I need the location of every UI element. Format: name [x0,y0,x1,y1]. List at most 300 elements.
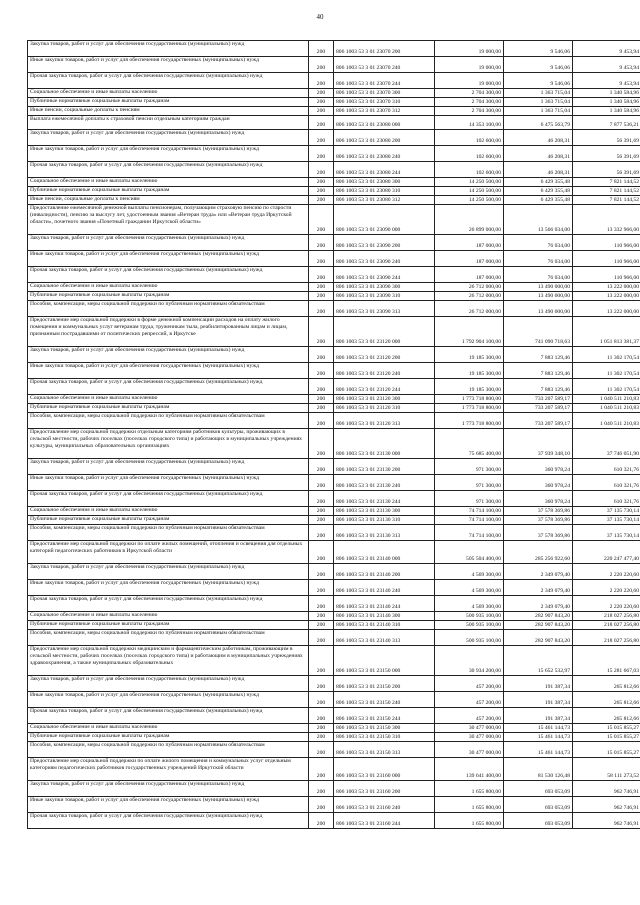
row-admin-code-cell: 200 [309,196,334,205]
row-classification-code-cell: 806 1003 53 3 01 23070 200 [334,41,435,57]
row-approved-amount-cell: 19 185 300,00 [435,347,504,363]
row-unexecuted-amount-cell: 962 746,91 [573,797,640,813]
row-classification-code-cell: 806 1003 53 3 01 23150 240 [334,692,435,708]
row-unexecuted-amount-cell: 56 391,69 [573,146,640,162]
row-name-cell: Пособия, компенсации, меры социальной поддержки по публичным нормативным обязательствам [28,742,309,758]
row-executed-amount-cell: 2 349 079,40 [504,580,573,596]
row-executed-amount-cell: 9 546,06 [504,41,573,57]
row-executed-amount-cell: 15 652 532,97 [504,646,573,676]
table-row [28,146,640,162]
row-unexecuted-amount-cell: 58 111 273,52 [573,758,640,781]
row-unexecuted-amount-cell: 1 340 584,96 [573,89,640,98]
row-classification-code-cell: 806 1003 53 3 01 23090 244 [334,267,435,283]
row-executed-amount-cell: 13 566 034,00 [504,205,573,235]
row-executed-amount-cell: 76 034,00 [504,235,573,251]
row-unexecuted-amount-cell: 218 027 256,80 [573,621,640,630]
row-admin-code-cell: 200 [309,178,334,187]
row-approved-amount-cell: 971 300,00 [435,475,504,491]
row-approved-amount-cell: 187 000,00 [435,251,504,267]
row-name-cell: Социальное обеспечение и иные выплаты населению [28,395,309,404]
row-admin-code-cell: 200 [309,404,334,413]
row-name-cell: Иные закупки товаров, работ и услуг для обеспечения государственных (муниципальных) нужд [28,475,309,491]
row-name-cell: Предоставление ежемесячной денежной выплаты пенсионерам, получающим страховую пенсию по старости (инвалидности), пенсию за выслугу лет, удостоенным звания «Ветеран труда» или «Ветеран труда Иркутской области», почетного звания «Почетный гражданин Иркутской области» [28,205,309,235]
table-row [28,395,640,404]
row-unexecuted-amount-cell: 110 966,00 [573,267,640,283]
row-executed-amount-cell: 2 349 079,40 [504,564,573,580]
row-name-cell: Иные закупки товаров, работ и услуг для обеспечения государственных (муниципальных) нужд [28,251,309,267]
row-name-cell: Публичные нормативные социальные выплаты гражданам [28,98,309,107]
row-executed-amount-cell: 360 978,24 [504,475,573,491]
row-executed-amount-cell: 7 883 129,46 [504,347,573,363]
row-executed-amount-cell: 693 053,09 [504,813,573,829]
row-approved-amount-cell: 74 714 100,00 [435,525,504,541]
table-row [28,676,640,692]
row-approved-amount-cell: 4 569 300,00 [435,564,504,580]
row-approved-amount-cell: 1 792 904 100,00 [435,317,504,347]
row-unexecuted-amount-cell: 1 340 584,96 [573,98,640,107]
row-executed-amount-cell: 9 546,06 [504,73,573,89]
row-approved-amount-cell: 457 200,00 [435,692,504,708]
table-row [28,564,640,580]
row-admin-code-cell: 200 [309,491,334,507]
row-name-cell: Прочая закупка товаров, работ и услуг для обеспечения государственных (муниципальных) нужд [28,813,309,829]
row-unexecuted-amount-cell: 2 220 220,60 [573,596,640,612]
row-classification-code-cell: 806 1003 53 3 01 23090 000 [334,205,435,235]
table-row [28,491,640,507]
row-classification-code-cell: 806 1003 53 3 01 23070 244 [334,73,435,89]
row-name-cell: Пособия, компенсации, меры социальной поддержки по публичным нормативным обязательствам [28,301,309,317]
row-name-cell: Иные закупки товаров, работ и услуг для обеспечения государственных (муниципальных) нужд [28,363,309,379]
row-unexecuted-amount-cell: 11 302 170,54 [573,379,640,395]
row-classification-code-cell: 806 1003 53 3 01 23120 300 [334,395,435,404]
row-executed-amount-cell: 37 578 369,86 [504,516,573,525]
row-classification-code-cell: 806 1003 53 3 01 23150 000 [334,646,435,676]
row-admin-code-cell: 200 [309,317,334,347]
row-approved-amount-cell: 14 250 500,00 [435,178,504,187]
table-row [28,742,640,758]
row-executed-amount-cell: 46 208,31 [504,162,573,178]
row-approved-amount-cell: 500 935 100,00 [435,612,504,621]
row-name-cell: Закупка товаров, работ и услуг для обеспечения государственных (муниципальных) нужд [28,235,309,251]
table-row [28,187,640,196]
row-executed-amount-cell: 1 363 715,04 [504,89,573,98]
row-classification-code-cell: 806 1003 53 3 01 23130 200 [334,459,435,475]
row-name-cell: Публичные нормативные социальные выплаты гражданам [28,733,309,742]
row-classification-code-cell: 806 1003 53 3 01 23160 240 [334,797,435,813]
row-classification-code-cell: 806 1003 53 3 01 23080 000 [334,116,435,130]
row-admin-code-cell: 200 [309,41,334,57]
row-admin-code-cell: 200 [309,379,334,395]
row-admin-code-cell: 200 [309,347,334,363]
table-row [28,196,640,205]
table-row [28,41,640,57]
row-name-cell: Социальное обеспечение и иные выплаты населению [28,612,309,621]
row-admin-code-cell: 200 [309,116,334,130]
row-admin-code-cell: 200 [309,507,334,516]
row-executed-amount-cell: 37 578 369,86 [504,507,573,516]
row-name-cell: Предоставление мер социальной поддержки медицинским и фармацевтическим работникам, проживающим в сельской местности, рабочих поселках (поселках городского типа) и работающим в муниципальных учреждениях здравоохранения, а также муниципальных образовательных [28,646,309,676]
row-approved-amount-cell: 4 569 300,00 [435,580,504,596]
row-unexecuted-amount-cell: 218 027 256,80 [573,612,640,621]
row-approved-amount-cell: 500 935 100,00 [435,630,504,646]
table-row [28,89,640,98]
row-classification-code-cell: 806 1003 53 3 01 23150 300 [334,724,435,733]
row-approved-amount-cell: 74 714 100,00 [435,516,504,525]
row-admin-code-cell: 200 [309,235,334,251]
row-approved-amount-cell: 19 000,00 [435,57,504,73]
table-row [28,516,640,525]
row-name-cell: Иные закупки товаров, работ и услуг для обеспечения государственных (муниципальных) нужд [28,580,309,596]
row-classification-code-cell: 806 1003 53 3 01 23080 312 [334,196,435,205]
table-row [28,317,640,347]
row-name-cell: Предоставление мер социальной поддержки отдельным категориям работников культуры, проживающих в сельской местности, рабочих поселках (поселках городского типа) и работающих в муниципальных учреждениях культуры, муниципальных образовательных организациях [28,429,309,459]
row-classification-code-cell: 806 1003 53 3 01 23130 310 [334,516,435,525]
row-admin-code-cell: 200 [309,130,334,146]
row-approved-amount-cell: 26 712 000,00 [435,283,504,292]
row-executed-amount-cell: 13 490 000,00 [504,292,573,301]
table-row [28,283,640,292]
row-classification-code-cell: 806 1003 53 3 01 23140 000 [334,541,435,564]
table-row [28,708,640,724]
row-executed-amount-cell: 282 907 843,20 [504,621,573,630]
table-row [28,301,640,317]
row-admin-code-cell: 200 [309,267,334,283]
table-row [28,541,640,564]
row-classification-code-cell: 806 1003 53 3 01 23130 313 [334,525,435,541]
row-admin-code-cell: 200 [309,733,334,742]
row-classification-code-cell: 806 1003 53 3 01 23090 240 [334,251,435,267]
row-approved-amount-cell: 139 641 400,00 [435,758,504,781]
table-row [28,251,640,267]
row-executed-amount-cell: 46 208,31 [504,146,573,162]
row-unexecuted-amount-cell: 13 222 000,00 [573,283,640,292]
row-admin-code-cell: 200 [309,459,334,475]
row-approved-amount-cell: 1 655 800,00 [435,781,504,797]
row-executed-amount-cell: 282 907 843,20 [504,630,573,646]
row-unexecuted-amount-cell: 1 040 511 210,83 [573,413,640,429]
row-executed-amount-cell: 76 034,00 [504,267,573,283]
row-admin-code-cell: 200 [309,292,334,301]
row-classification-code-cell: 806 1003 53 3 01 23130 300 [334,507,435,516]
table-row [28,178,640,187]
row-admin-code-cell: 200 [309,429,334,459]
row-name-cell: Иные закупки товаров, работ и услуг для обеспечения государственных (муниципальных) нужд [28,146,309,162]
row-executed-amount-cell: 285 256 922,60 [504,541,573,564]
row-approved-amount-cell: 187 000,00 [435,267,504,283]
row-classification-code-cell: 806 1003 53 3 01 23090 310 [334,292,435,301]
row-classification-code-cell: 806 1003 53 3 01 23120 000 [334,317,435,347]
row-executed-amount-cell: 1 363 715,04 [504,98,573,107]
row-classification-code-cell: 806 1003 53 3 01 23140 300 [334,612,435,621]
table-row [28,813,640,829]
row-approved-amount-cell: 19 000,00 [435,73,504,89]
row-name-cell: Закупка товаров, работ и услуг для обеспечения государственных (муниципальных) нужд [28,347,309,363]
row-admin-code-cell: 200 [309,107,334,116]
row-unexecuted-amount-cell: 9 453,94 [573,57,640,73]
row-approved-amount-cell: 102 600,00 [435,162,504,178]
row-unexecuted-amount-cell: 1 051 813 381,37 [573,317,640,347]
table-body [28,41,640,829]
row-classification-code-cell: 806 1003 53 3 01 23140 313 [334,630,435,646]
row-name-cell: Прочая закупка товаров, работ и услуг для обеспечения государственных (муниципальных) нужд [28,162,309,178]
row-approved-amount-cell: 74 714 100,00 [435,507,504,516]
row-admin-code-cell: 200 [309,692,334,708]
row-unexecuted-amount-cell: 9 453,94 [573,73,640,89]
row-admin-code-cell: 200 [309,283,334,292]
row-approved-amount-cell: 19 000,00 [435,41,504,57]
row-unexecuted-amount-cell: 56 391,69 [573,162,640,178]
row-unexecuted-amount-cell: 962 746,91 [573,813,640,829]
row-executed-amount-cell: 13 490 000,00 [504,283,573,292]
row-unexecuted-amount-cell: 265 812,66 [573,708,640,724]
row-unexecuted-amount-cell: 265 812,66 [573,676,640,692]
row-admin-code-cell: 200 [309,612,334,621]
row-name-cell: Пособия, компенсации, меры социальной поддержки по публичным нормативным обязательствам [28,525,309,541]
row-name-cell: Закупка товаров, работ и услуг для обеспечения государственных (муниципальных) нужд [28,781,309,797]
row-unexecuted-amount-cell: 11 302 170,54 [573,347,640,363]
row-unexecuted-amount-cell: 610 321,76 [573,475,640,491]
table-row [28,475,640,491]
budget-execution-table-container [27,40,639,829]
row-classification-code-cell: 806 1003 53 3 01 23150 244 [334,708,435,724]
row-approved-amount-cell: 971 300,00 [435,491,504,507]
row-approved-amount-cell: 102 600,00 [435,130,504,146]
row-classification-code-cell: 806 1003 53 3 01 23160 200 [334,781,435,797]
row-unexecuted-amount-cell: 15 015 855,27 [573,733,640,742]
row-admin-code-cell: 200 [309,251,334,267]
row-executed-amount-cell: 13 490 000,00 [504,301,573,317]
row-executed-amount-cell: 733 207 589,17 [504,404,573,413]
row-name-cell: Прочая закупка товаров, работ и услуг для обеспечения государственных (муниципальных) нужд [28,596,309,612]
row-executed-amount-cell: 7 883 129,46 [504,379,573,395]
row-classification-code-cell: 806 1003 53 3 01 23080 300 [334,178,435,187]
row-name-cell: Прочая закупка товаров, работ и услуг для обеспечения государственных (муниципальных) нужд [28,491,309,507]
table-row [28,429,640,459]
row-classification-code-cell: 806 1003 53 3 01 23160 000 [334,758,435,781]
table-row [28,205,640,235]
row-unexecuted-amount-cell: 13 222 000,00 [573,301,640,317]
row-classification-code-cell: 806 1003 53 3 01 23150 310 [334,733,435,742]
row-admin-code-cell: 200 [309,146,334,162]
row-name-cell: Публичные нормативные социальные выплаты гражданам [28,516,309,525]
row-approved-amount-cell: 26 712 000,00 [435,301,504,317]
row-approved-amount-cell: 1 773 718 800,00 [435,413,504,429]
row-admin-code-cell: 200 [309,676,334,692]
row-classification-code-cell: 806 1003 53 3 01 23150 200 [334,676,435,692]
row-unexecuted-amount-cell: 15 281 667,03 [573,646,640,676]
table-row [28,98,640,107]
row-approved-amount-cell: 1 773 718 800,00 [435,395,504,404]
row-unexecuted-amount-cell: 1 040 511 210,83 [573,404,640,413]
row-executed-amount-cell: 6 475 563,79 [504,116,573,130]
row-approved-amount-cell: 2 704 300,00 [435,98,504,107]
row-classification-code-cell: 806 1003 53 3 01 23140 244 [334,596,435,612]
row-unexecuted-amount-cell: 218 027 256,80 [573,630,640,646]
table-row [28,781,640,797]
row-admin-code-cell: 200 [309,621,334,630]
table-row [28,758,640,781]
table-row [28,596,640,612]
row-unexecuted-amount-cell: 37 746 051,90 [573,429,640,459]
row-name-cell: Прочая закупка товаров, работ и услуг для обеспечения государственных (муниципальных) нужд [28,708,309,724]
row-approved-amount-cell: 14 250 500,00 [435,187,504,196]
row-executed-amount-cell: 2 349 079,40 [504,596,573,612]
table-row [28,404,640,413]
row-unexecuted-amount-cell: 7 821 144,52 [573,178,640,187]
row-executed-amount-cell: 693 053,09 [504,797,573,813]
row-classification-code-cell: 806 1003 53 3 01 23130 240 [334,475,435,491]
table-row [28,459,640,475]
row-classification-code-cell: 806 1003 53 3 01 23090 200 [334,235,435,251]
row-approved-amount-cell: 4 569 300,00 [435,596,504,612]
row-admin-code-cell: 200 [309,580,334,596]
row-classification-code-cell: 806 1003 53 3 01 23070 240 [334,57,435,73]
table-row [28,73,640,89]
row-approved-amount-cell: 457 200,00 [435,708,504,724]
row-name-cell: Публичные нормативные социальные выплаты гражданам [28,404,309,413]
row-classification-code-cell: 806 1003 53 3 01 23150 313 [334,742,435,758]
row-approved-amount-cell: 1 655 800,00 [435,797,504,813]
row-approved-amount-cell: 187 000,00 [435,235,504,251]
row-admin-code-cell: 200 [309,646,334,676]
row-executed-amount-cell: 6 429 355,48 [504,196,573,205]
row-unexecuted-amount-cell: 11 302 170,54 [573,363,640,379]
table-row [28,525,640,541]
row-approved-amount-cell: 30 934 200,00 [435,646,504,676]
table-row [28,646,640,676]
row-classification-code-cell: 806 1003 53 3 01 23120 200 [334,347,435,363]
row-executed-amount-cell: 46 208,31 [504,130,573,146]
row-name-cell: Социальное обеспечение и иные выплаты населению [28,178,309,187]
row-classification-code-cell: 806 1003 53 3 01 23140 310 [334,621,435,630]
row-unexecuted-amount-cell: 1 340 584,96 [573,107,640,116]
row-classification-code-cell: 806 1003 53 3 01 23070 300 [334,89,435,98]
row-executed-amount-cell: 15 461 144,73 [504,733,573,742]
table-row [28,733,640,742]
row-unexecuted-amount-cell: 7 821 144,52 [573,196,640,205]
table-row [28,162,640,178]
row-approved-amount-cell: 26 899 000,00 [435,205,504,235]
row-unexecuted-amount-cell: 2 220 220,60 [573,580,640,596]
row-admin-code-cell: 200 [309,301,334,317]
row-unexecuted-amount-cell: 220 247 477,40 [573,541,640,564]
row-name-cell: Иные закупки товаров, работ и услуг для обеспечения государственных (муниципальных) нужд [28,797,309,813]
table-row [28,130,640,146]
row-executed-amount-cell: 741 090 718,63 [504,317,573,347]
row-unexecuted-amount-cell: 56 391,69 [573,130,640,146]
row-executed-amount-cell: 733 207 589,17 [504,413,573,429]
row-name-cell: Прочая закупка товаров, работ и услуг для обеспечения государственных (муниципальных) нужд [28,267,309,283]
row-classification-code-cell: 806 1003 53 3 01 23080 200 [334,130,435,146]
row-unexecuted-amount-cell: 37 135 730,14 [573,516,640,525]
table-row [28,797,640,813]
row-executed-amount-cell: 76 034,00 [504,251,573,267]
row-name-cell: Социальное обеспечение и иные выплаты населению [28,283,309,292]
row-admin-code-cell: 200 [309,57,334,73]
row-approved-amount-cell: 457 200,00 [435,676,504,692]
row-admin-code-cell: 200 [309,630,334,646]
row-classification-code-cell: 806 1003 53 3 01 23120 310 [334,404,435,413]
row-approved-amount-cell: 30 477 000,00 [435,733,504,742]
row-classification-code-cell: 806 1003 53 3 01 23130 000 [334,429,435,459]
row-approved-amount-cell: 2 704 300,00 [435,89,504,98]
row-unexecuted-amount-cell: 962 746,91 [573,781,640,797]
row-admin-code-cell: 200 [309,205,334,235]
row-classification-code-cell: 806 1003 53 3 01 23120 313 [334,413,435,429]
table-row [28,363,640,379]
row-name-cell: Публичные нормативные социальные выплаты гражданам [28,187,309,196]
row-unexecuted-amount-cell: 610 321,76 [573,459,640,475]
row-classification-code-cell: 806 1003 53 3 01 23080 244 [334,162,435,178]
row-name-cell: Пособия, компенсации, меры социальной поддержки по публичным нормативным обязательствам [28,413,309,429]
row-approved-amount-cell: 505 504 400,00 [435,541,504,564]
table-row [28,413,640,429]
row-classification-code-cell: 806 1003 53 3 01 23090 313 [334,301,435,317]
row-admin-code-cell: 200 [309,413,334,429]
row-admin-code-cell: 200 [309,596,334,612]
table-row [28,724,640,733]
row-executed-amount-cell: 360 978,24 [504,459,573,475]
row-approved-amount-cell: 500 935 100,00 [435,621,504,630]
row-name-cell: Закупка товаров, работ и услуг для обеспечения государственных (муниципальных) нужд [28,676,309,692]
row-executed-amount-cell: 6 429 355,48 [504,187,573,196]
row-admin-code-cell: 200 [309,89,334,98]
row-executed-amount-cell: 1 363 715,04 [504,107,573,116]
row-name-cell: Социальное обеспечение и иные выплаты населению [28,89,309,98]
row-name-cell: Закупка товаров, работ и услуг для обеспечения государственных (муниципальных) нужд [28,564,309,580]
row-executed-amount-cell: 693 053,09 [504,781,573,797]
row-admin-code-cell: 200 [309,162,334,178]
row-approved-amount-cell: 1 773 718 800,00 [435,404,504,413]
table-row [28,507,640,516]
row-executed-amount-cell: 6 429 355,48 [504,178,573,187]
row-name-cell: Предоставление мер социальной поддержки по оплате жилых помещений, отопления и освещения для отдельных категорий педагогических работников в Иркутской области [28,541,309,564]
row-classification-code-cell: 806 1003 53 3 01 23140 200 [334,564,435,580]
table-row [28,379,640,395]
row-unexecuted-amount-cell: 1 040 511 210,83 [573,395,640,404]
row-admin-code-cell: 200 [309,363,334,379]
row-name-cell: Публичные нормативные социальные выплаты гражданам [28,621,309,630]
table-row [28,612,640,621]
row-unexecuted-amount-cell: 265 812,66 [573,692,640,708]
table-row [28,57,640,73]
row-classification-code-cell: 806 1003 53 3 01 23080 240 [334,146,435,162]
row-unexecuted-amount-cell: 13 222 000,00 [573,292,640,301]
row-approved-amount-cell: 971 300,00 [435,459,504,475]
row-approved-amount-cell: 26 712 000,00 [435,292,504,301]
row-unexecuted-amount-cell: 9 453,94 [573,41,640,57]
row-admin-code-cell: 200 [309,525,334,541]
row-unexecuted-amount-cell: 2 220 220,60 [573,564,640,580]
row-classification-code-cell: 806 1003 53 3 01 23160 244 [334,813,435,829]
row-admin-code-cell: 200 [309,797,334,813]
row-admin-code-cell: 200 [309,516,334,525]
row-executed-amount-cell: 191 387,34 [504,676,573,692]
row-unexecuted-amount-cell: 110 966,00 [573,251,640,267]
row-unexecuted-amount-cell: 37 135 730,14 [573,507,640,516]
row-name-cell: Иные пенсии, социальные доплаты к пенсиям [28,196,309,205]
row-unexecuted-amount-cell: 110 966,00 [573,235,640,251]
row-executed-amount-cell: 37 578 369,86 [504,525,573,541]
row-admin-code-cell: 200 [309,724,334,733]
row-executed-amount-cell: 9 546,06 [504,57,573,73]
table-row [28,292,640,301]
row-name-cell: Публичные нормативные социальные выплаты гражданам [28,292,309,301]
row-unexecuted-amount-cell: 13 332 966,00 [573,205,640,235]
row-approved-amount-cell: 75 685 400,00 [435,429,504,459]
row-classification-code-cell: 806 1003 53 3 01 23120 240 [334,363,435,379]
row-unexecuted-amount-cell: 610 321,76 [573,491,640,507]
